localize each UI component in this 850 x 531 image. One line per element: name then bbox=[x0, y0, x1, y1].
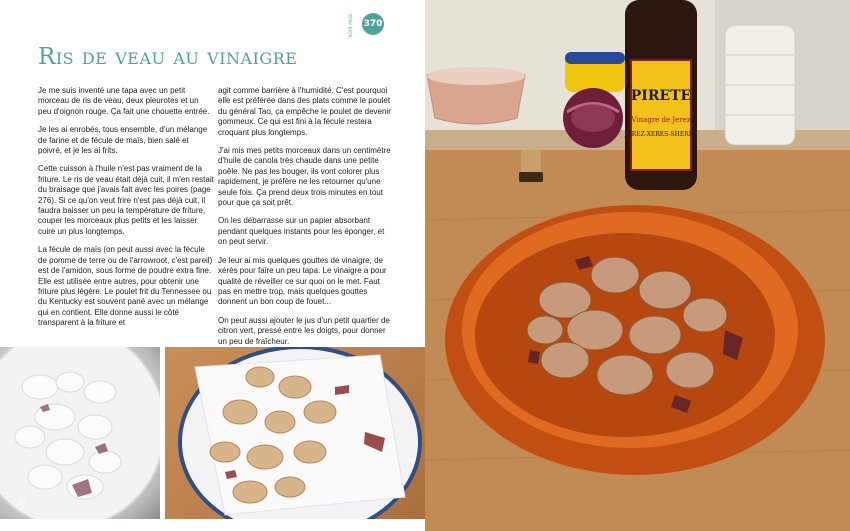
fried-pieces-illustration bbox=[165, 347, 425, 519]
paragraph: Je me suis inventé une tapa avec un petit morceau de ris de veau, deux pleurotes et un peu d'oignon rouge. Ça fait une chouette entrée. bbox=[38, 86, 210, 116]
bottle-line-1: Vinagre de Jerez bbox=[631, 116, 691, 124]
paragraph: Cette cuisson à l'huile n'est pas vraiment de la friture. Le ris de veau était déjà cuit, il m'en restait du braisage que j'avais fait avec les poires (page 276). Si ce qu'on veut frire n'est pas déjà cuit, il faudra baisser un peu la température de friture, couper les morceaux plus petits et les laisser cuire un plus longtemps. bbox=[38, 164, 214, 236]
page-label: NOIR PAGE bbox=[348, 13, 353, 38]
photo-fried-pieces bbox=[165, 347, 425, 519]
page-number: 46 bbox=[17, 498, 26, 507]
paragraph: La fécule de maïs (on peut aussi avec la fécule de pomme de terre ou de l'arrowroot, c'est pareil) est de l'amidon, sous forme de poudre extra fine. Elle est utilisée entre autres, pour obtenir une friture plus légère. Le poulet frit du Tennessee ou du Kentucky est souvent pané avec un mélange qui en contient. Elle donne aussi le côté transparent à la friture et bbox=[38, 245, 213, 328]
paragraph: Je leur ai mis quelques gouttes de vinaigre, de xérès pour faire un peu tapa. Le vinaigre a pour qualité de réveiller ce sur quoi on le met. Faut pas en mettre trop, mais quelques gouttes donnent un bon coup de fouet... bbox=[218, 255, 387, 307]
photo-floured-pieces bbox=[0, 347, 160, 519]
bottle-brand: PIRETE bbox=[630, 88, 692, 104]
recipe-title: Ris de veau au vinaigre bbox=[38, 44, 298, 70]
floured-pieces-illustration bbox=[0, 347, 160, 519]
paragraph: Je les ai enrobés, tous ensemble, d'un mélange de farine et de fécule de maïs, bien salé et poivré, et je les ai frits. bbox=[38, 125, 208, 156]
text-column-2 bbox=[218, 86, 394, 355]
paragraph: On peut aussi ajouter le jus d'un petit quartier de citron vert, pressé entre les doigts, pour donner un peu de fraîcheur. bbox=[218, 315, 390, 346]
paragraph: On les débarrasse sur un papier absorbant pendant quelques instants pour les éponger, et on peut servir. bbox=[218, 216, 385, 247]
text-column-1 bbox=[38, 86, 214, 337]
page-badge: 370 bbox=[362, 13, 384, 35]
bottle-line-2: JEREZ-XERES-SHERRY bbox=[624, 131, 698, 138]
right-page-photo bbox=[425, 0, 850, 531]
paragraph: J'ai mis mes petits morceaux dans un centimètre d'huile de canola très chaude dans une petite poêle. Ne pas les bouger, ils vont colorer plus rapidement, je préfère ne les retourner qu'une seule fois. Ça prend deux trois minutes en tout pour que ça soit prêt. bbox=[218, 146, 391, 208]
tapa-dish-illustration bbox=[425, 0, 850, 531]
paragraph: agit comme barrière à l'humidité. C'est pourquoi elle est préférée dans des plats comme le poulet du général Tao, ça empêche le poulet de devenir gommeux. Ce qui est fini à la fécule restera croquant plus longtemps. bbox=[218, 86, 391, 137]
